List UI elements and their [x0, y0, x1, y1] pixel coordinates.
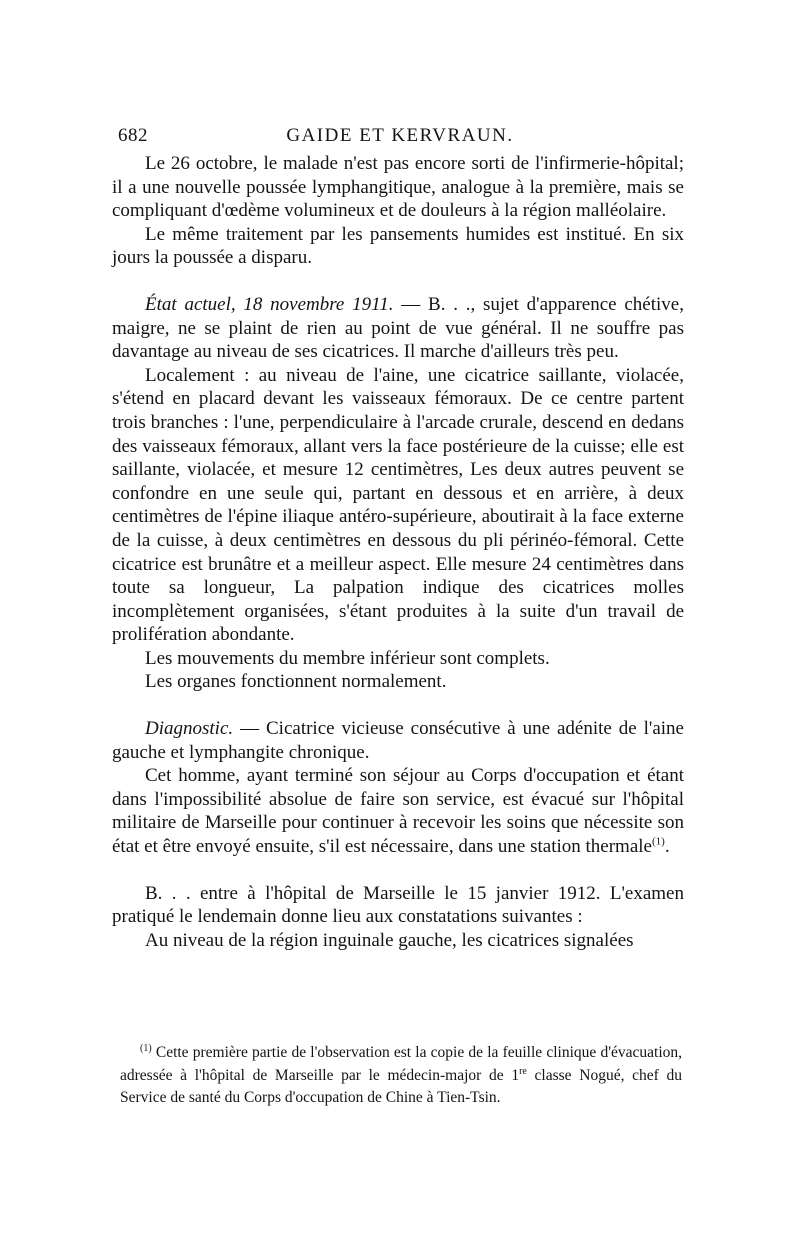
running-title: GAIDE ET KERVRAUN.	[286, 125, 514, 146]
paragraph	[112, 764, 684, 858]
page-number: 682	[118, 125, 148, 146]
paragraph	[112, 364, 684, 647]
paragraph-text: Au niveau de la région inguinale gauche, les cicatrices signalées	[145, 929, 634, 951]
paragraph-end: .	[664, 836, 670, 858]
paragraph-text: Cet homme, ayant terminé son séjour au Corps d'occupation et étant dans l'impossibilité absolue de faire son service, est évacué sur l'hôpital militaire de Marseille pour continuer à recevoir les soins que nécessite son état et être envoyé ensuite, s'il est nécessaire, dans une station thermale	[112, 765, 684, 858]
paragraph-text: Le 26 octobre, le malade n'est pas encore sorti de l'infirmerie-hôpital; il a une nouvelle poussée lymphangitique, analogue à la première, mais se compliquant d'œdème volumineux et de douleurs à la région malléolaire.	[112, 153, 684, 222]
paragraph	[112, 223, 684, 270]
paragraph-text: — Cicatrice vicieuse consécutive à une adénite de l'aine gauche et lymphangite chronique.	[112, 718, 684, 763]
paragraph-text: Le même traitement par les pansements humides est institué. En six jours la poussée a disparu.	[112, 223, 684, 269]
footnote-text-end: classe Nogué, chef du Service de santé du Corps d'occupation de Chine à Tien-Tsin.	[120, 1066, 682, 1106]
footnote-text: Cette première partie de l'observation est la copie de la feuille clinique d'évacuation, adressée à l'hôpital de Marseille par le médecin-major de 1	[120, 1044, 682, 1084]
page-header	[118, 125, 682, 151]
paragraph-text: B. . . entre à l'hôpital de Marseille le 15 janvier 1912. L'examen pratiqué le lendemain donne lieu aux constatations suivantes :	[112, 882, 684, 928]
paragraph-text: Localement : au niveau de l'aine, une cicatrice saillante, violacée, s'étend en placard devant les vaisseaux fémoraux. De ce centre partent trois branches : l'une, perpendiculaire à l'arcade crurale, descend en dedans des vaisseaux fémoraux, allant vers la face postérieure de la cuisse; elle est saillante, violacée, et mesure 12 centimètres, Les deux autres peuvent se confondre en une seule qui, partant en dessous et en arrière, à deux centimètres de l'épine iliaque antéro-supérieure, aboutirait à la face externe de la cuisse, à deux centimètres en dessous du pli périnéo-fémoral. Cette cicatrice est brunâtre et a meilleur aspect. Elle mesure 24 centimètres dans toute sa longueur, La palpation indique des cicatrices molles incomplètement organisées, s'étant produites à la suite d'un travail de prolifération abondante.	[112, 364, 684, 646]
paragraph-diagnostic	[112, 717, 684, 764]
paragraph	[112, 882, 684, 929]
footnote-ordinal: re	[519, 1065, 527, 1077]
paragraph	[112, 670, 684, 694]
section-label-diagnostic: Diagnostic.	[145, 718, 234, 740]
paragraph-text: — B. . ., sujet d'apparence chétive, maigre, ne se plaint de rien au point de vue général. Il ne souffre pas davantage au niveau de ses cicatrices. Il marche d'ailleurs très peu.	[112, 293, 684, 363]
footnote	[120, 1042, 682, 1110]
paragraph-text: Les mouvements du membre inférieur sont complets.	[145, 647, 550, 669]
paragraph	[112, 152, 684, 223]
paragraph	[112, 647, 684, 671]
paragraph-etat-actuel	[112, 293, 684, 364]
paragraph-text: Les organes fonctionnent normalement.	[145, 671, 447, 693]
footnote-marker: (1)	[140, 1042, 152, 1054]
section-label-etat-actuel: État actuel, 18 novembre 1911.	[145, 293, 394, 315]
body-text	[112, 152, 684, 952]
footnote-reference: (1)	[651, 835, 665, 848]
paragraph	[112, 929, 684, 953]
